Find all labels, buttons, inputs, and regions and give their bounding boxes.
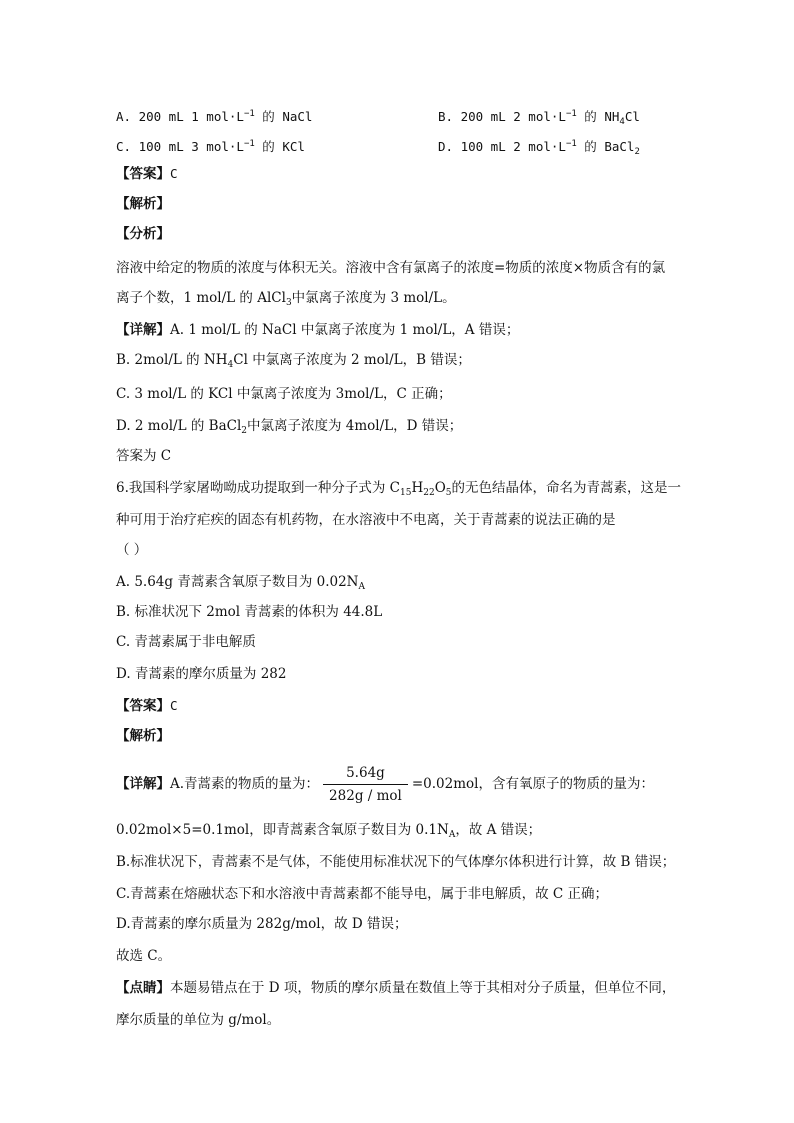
option-a-text: A. 200 mL 1 mol·L bbox=[116, 109, 244, 124]
subscript: A bbox=[358, 582, 365, 592]
superscript: −1 bbox=[565, 139, 577, 149]
option-d bbox=[438, 134, 640, 162]
text: 0.02mol×5=0.1mol，即青蒿素含氧原子数目为 0.1N bbox=[116, 822, 449, 838]
option-a-text-2: 的 NaCl bbox=[254, 109, 313, 124]
q6-stem-line3: （ ） bbox=[116, 542, 148, 558]
detail-label: 【详解】 bbox=[116, 776, 170, 792]
q5-conclusion: 答案为 C bbox=[116, 448, 172, 464]
fraction-denominator: 282g / mol bbox=[323, 784, 408, 805]
q6-option-a bbox=[116, 572, 365, 597]
q5-answer bbox=[116, 164, 178, 184]
superscript: −1 bbox=[243, 139, 255, 149]
text: 离子个数，1 mol/L 的 AlCl bbox=[116, 290, 286, 306]
superscript: −1 bbox=[243, 109, 255, 119]
option-b-text: B. 200 mL 2 mol·L bbox=[438, 109, 566, 124]
q5-detail-b bbox=[116, 350, 471, 375]
q6-detail-b: B.标准状况下，青蒿素不是气体，不能使用标准状况下的气体摩尔体积进行计算，故 B 错误； bbox=[116, 854, 676, 870]
text: 6.我国科学家屠呦呦成功提取到一种分子式为 C bbox=[116, 480, 401, 496]
q6-note-line1 bbox=[116, 978, 675, 998]
q6-option-d: D. 青蒿素的摩尔质量为 282 bbox=[116, 666, 287, 682]
subscript: 2 bbox=[634, 147, 640, 157]
q6-detail-a bbox=[116, 764, 654, 805]
text: A. 5.64g 青蒿素含氧原子数目为 0.02N bbox=[116, 574, 359, 590]
q6-stem-line2: 种可用于治疗疟疾的固态有机药物，在水溶液中不电离，关于青蒿素的说法正确的是 bbox=[116, 512, 616, 528]
q6-detail-d: D.青蒿素的摩尔质量为 282g/mol，故 D 错误； bbox=[116, 916, 408, 932]
q5-fenxi-label: 【分析】 bbox=[116, 226, 170, 242]
q6-detail-c: C.青蒿素在熔融状态下和水溶液中青蒿素都不能导电，属于非电解质，故 C 正确； bbox=[116, 886, 609, 902]
text: 的无色结晶体，命名为青蒿素，这是一 bbox=[451, 480, 682, 496]
subscript: 15 bbox=[400, 488, 412, 498]
text: 本题易错点在于 D 项，物质的摩尔质量在数值上等于其相对分子质量，但单位不同， bbox=[170, 980, 676, 996]
option-d-text-2: 的 BaCl bbox=[576, 139, 635, 154]
option-d-text: D. 100 mL 2 mol·L bbox=[438, 139, 566, 154]
subscript: 4 bbox=[227, 360, 234, 370]
q6-option-c: C. 青蒿素属于非电解质 bbox=[116, 634, 256, 650]
q6-stem-line1 bbox=[116, 478, 681, 503]
answer-value: C bbox=[170, 698, 178, 713]
q6-note-line2: 摩尔质量的单位为 g/mol。 bbox=[116, 1012, 281, 1028]
text: 中氯离子浓度为 3 mol/L。 bbox=[291, 290, 456, 306]
text: B. 2mol/L 的 NH bbox=[116, 352, 228, 368]
subscript: 2 bbox=[241, 426, 247, 436]
q5-fenxi-line2 bbox=[116, 288, 456, 313]
text: ，故 A 错误； bbox=[455, 822, 542, 838]
q6-detail-a-line2 bbox=[116, 820, 541, 845]
option-b-text-3: Cl bbox=[624, 109, 640, 124]
q6-option-b: B. 标准状况下 2mol 青蒿素的体积为 44.8L bbox=[116, 604, 383, 620]
text: A.青蒿素的物质的量为： bbox=[170, 776, 320, 792]
option-b bbox=[438, 104, 640, 132]
text: Cl 中氯离子浓度为 2 mol/L，B 错误； bbox=[233, 352, 471, 368]
option-b-text-2: 的 NH bbox=[576, 109, 620, 124]
option-c bbox=[116, 134, 305, 157]
text: H bbox=[411, 480, 424, 496]
answer-label: 【答案】 bbox=[116, 698, 170, 714]
text: A. 1 mol/L 的 NaCl 中氯离子浓度为 1 mol/L，A 错误； bbox=[170, 322, 520, 338]
text: O bbox=[434, 480, 446, 496]
answer-label: 【答案】 bbox=[116, 166, 170, 182]
q6-answer bbox=[116, 696, 178, 716]
q5-detail-a bbox=[116, 320, 519, 340]
q6-analysis-label: 【解析】 bbox=[116, 728, 170, 744]
option-c-text: C. 100 mL 3 mol·L bbox=[116, 139, 244, 154]
q5-detail-c: C. 3 mol/L 的 KCl 中氯离子浓度为 3mol/L，C 正确； bbox=[116, 386, 452, 402]
subscript: 4 bbox=[619, 117, 625, 127]
option-a bbox=[116, 104, 312, 127]
text: =0.02mol，含有氧原子的物质的量为： bbox=[411, 776, 654, 792]
superscript: −1 bbox=[565, 109, 577, 119]
fraction-numerator: 5.64g bbox=[346, 765, 385, 781]
fraction bbox=[323, 764, 408, 805]
subscript: A bbox=[448, 830, 456, 840]
q5-fenxi-line1: 溶液中给定的物质的浓度与体积无关。溶液中含有氯离子的浓度=物质的浓度×物质含有的氯 bbox=[116, 260, 666, 276]
subscript: 22 bbox=[423, 488, 435, 498]
answer-value: C bbox=[170, 166, 178, 181]
subscript: 3 bbox=[285, 298, 292, 308]
detail-label: 【详解】 bbox=[116, 322, 170, 338]
option-c-text-2: 的 KCl bbox=[254, 139, 305, 154]
note-label: 【点睛】 bbox=[116, 980, 170, 996]
q5-analysis-label: 【解析】 bbox=[116, 196, 170, 212]
q6-conclusion: 故选 C。 bbox=[116, 948, 172, 964]
text: 中氯离子浓度为 4mol/L，D 错误； bbox=[247, 418, 463, 434]
text: D. 2 mol/L 的 BaCl bbox=[116, 418, 242, 434]
subscript: 5 bbox=[445, 488, 452, 498]
q5-detail-d bbox=[116, 416, 462, 441]
